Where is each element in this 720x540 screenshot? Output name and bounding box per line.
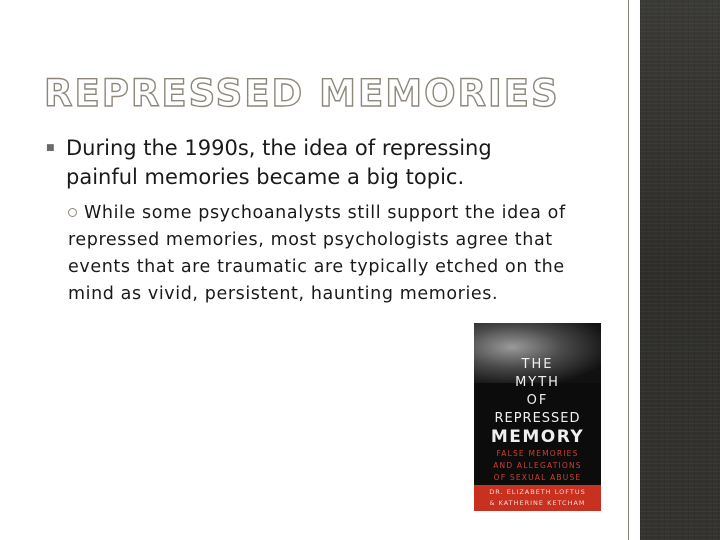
slide-title: REPRESSED MEMORIES (44, 72, 560, 115)
book-subtitle-line: AND ALLEGATIONS (493, 461, 582, 470)
book-author-band (474, 485, 601, 511)
bullet-level-2 (68, 200, 608, 308)
book-title-line: THE (521, 357, 554, 372)
bullet-level-1 (46, 134, 566, 192)
side-texture-bar (640, 0, 720, 540)
bullet-level-1-text: During the 1990s, the idea of repressing painful memories became a big topic. (66, 136, 492, 189)
book-title-line: MYTH (515, 375, 560, 390)
book-subtitle-line: FALSE MEMORIES (496, 449, 579, 458)
book-title-line: MEMORY (490, 427, 585, 447)
book-title-line: REPRESSED (494, 411, 581, 426)
bullet-level-2-text: While some psychoanalysts still support the idea of repressed memories, most psychologists agree that events that are traumatic are typically etched on the mind as vivid, persistent, haunting memories. (68, 203, 566, 304)
book-subtitle-line: OF SEXUAL ABUSE (493, 473, 582, 482)
book-title-line: OF (526, 393, 549, 408)
book-cover-image (474, 323, 601, 511)
bullet-circle-icon (68, 208, 77, 217)
bullet-dot-icon: ■ (46, 143, 55, 153)
book-cover-photo (474, 323, 601, 383)
side-divider-line (628, 0, 629, 540)
book-author-line: DR. ELIZABETH LOFTUS (489, 488, 586, 496)
book-author-line: & KATHERINE KETCHAM (489, 499, 586, 507)
